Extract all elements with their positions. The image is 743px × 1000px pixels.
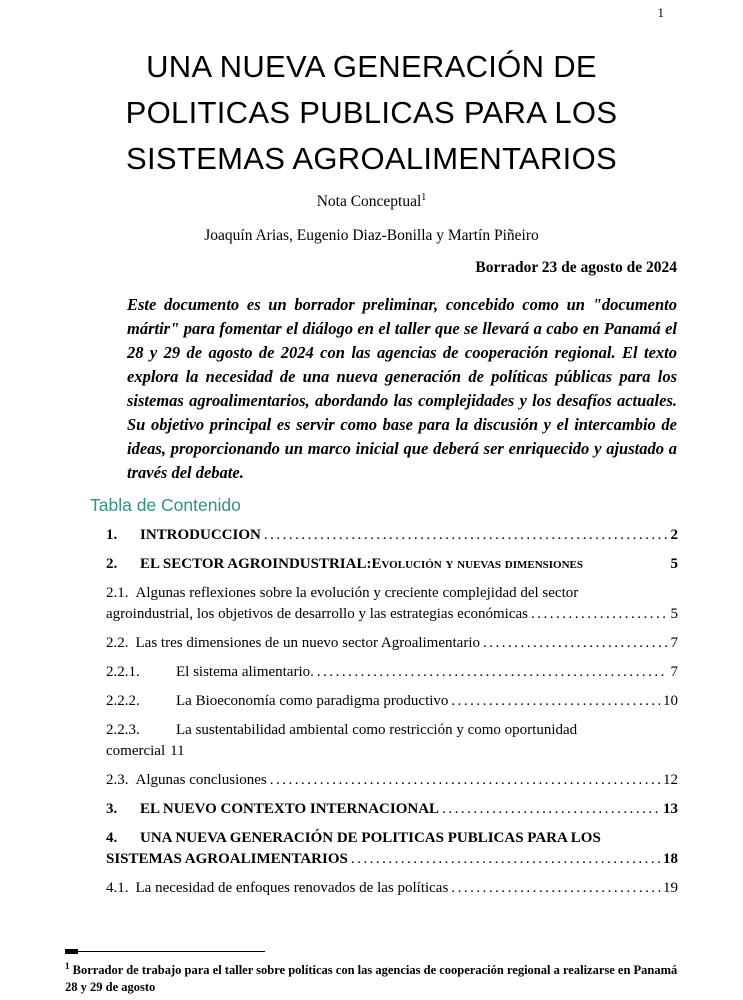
toc-entry-label: Las tres dimensiones de un nuevo sector Agroalimentario [135,635,480,652]
subtitle-text: Nota Conceptual [316,193,422,211]
toc-entry-number: 2.2.1. [106,664,140,681]
footnote-ref: 1 [421,192,427,203]
toc-entry-number: 4.1. [106,880,129,897]
toc-leader-dots [483,633,668,654]
toc-entry[interactable] [106,799,678,820]
toc-entry-label: SISTEMAS AGROALIMENTARIOS [106,851,348,868]
toc-entry-label-smallcaps: Evolución y nuevas dimensiones [371,556,583,573]
table-of-contents [106,525,678,899]
title-line-1: UNA NUEVA GENERACIÓN DE [146,49,597,84]
toc-entry-label: UNA NUEVA GENERACIÓN DE POLITICAS PUBLICAS PARA LOS [140,830,601,847]
toc-leader-dots [351,849,660,870]
toc-leader-dots [531,604,668,625]
footnote-area [65,947,678,996]
abstract-paragraph: Este documento es un borrador preliminar, concebido como un "documento mártir" para fomentar el diálogo en el taller que se llevará a cabo en Panamá el 28 y 29 de agosto de 2024 con las agencias de cooperación regional. El texto explora la necesidad de una nueva generación de políticas públicas para los sistemas agroalimentarios, abordando las complejidades y los desafíos actuales. Su objetivo principal es servir como base para la discusión y el intercambio de ideas, proporcionando un marco inicial que deberá ser enriquecido y ajustado a través del debate. [127,295,677,483]
toc-entry[interactable] [106,662,678,683]
toc-entry-label: El sistema alimentario. [176,664,314,681]
toc-page-number: 7 [670,635,678,652]
toc-entry-label: La sustentabilidad ambiental como restricción y como oportunidad [176,722,578,739]
toc-entry[interactable] [106,583,678,625]
authors-line: Joaquín Arias, Eugenio Diaz-Bonilla y Martín Piñeiro [204,227,539,245]
toc-page-number: 10 [663,693,678,710]
toc-leader-dots [264,525,668,546]
document-title [40,44,703,182]
footnote-marker: 1 [65,960,70,971]
toc-page-number: 5 [670,606,678,623]
title-line-3: SISTEMAS AGROALIMENTARIOS [126,141,617,176]
toc-entry-label: La Bioeconomía como paradigma productivo [176,693,449,710]
toc-page-number: 11 [170,743,185,760]
toc-entry-label: EL SECTOR AGROINDUSTRIAL: [140,556,372,573]
toc-entry-number: 2. [106,556,118,573]
footnote-text [65,958,678,996]
toc-entry-label: Algunas conclusiones [135,772,267,789]
toc-entry[interactable] [106,691,678,712]
toc-entry-number: 2.1. [106,585,129,602]
toc-page-number: 12 [663,772,678,789]
toc-entry-label: Algunas reflexiones sobre la evolución y creciente complejidad del sector [135,585,579,602]
toc-entry[interactable] [106,525,678,546]
toc-entry-label: INTRODUCCION [140,527,261,544]
toc-page-number: 13 [663,801,678,818]
toc-entry-number: 2.2. [106,635,129,652]
toc-leader-dots [451,878,660,899]
toc-page-number: 7 [670,664,678,681]
toc-leader-dots [451,691,660,712]
toc-heading: Tabla de Contenido [90,495,241,516]
toc-entry[interactable] [106,633,678,654]
toc-entry-number: 4. [106,830,118,847]
toc-entry[interactable] [106,878,678,899]
toc-leader-dots [270,770,660,791]
toc-page-number: 5 [670,556,678,573]
footnote-separator [65,947,678,955]
subtitle [0,192,743,211]
draft-date: Borrador 23 de agosto de 2024 [475,259,677,277]
toc-entry-number: 2.3. [106,772,129,789]
toc-page-number: 2 [670,527,678,544]
title-line-2: POLITICAS PUBLICAS PARA LOS [125,95,618,130]
toc-entry[interactable] [106,720,678,762]
toc-page-number: 18 [663,851,678,868]
toc-entry-number: 1. [106,527,118,544]
toc-entry-number: 3. [106,801,118,818]
footnote-separator-line [65,951,265,952]
toc-entry-label: agroindustrial, los objetivos de desarrollo y las estrategias económicas [106,606,528,623]
page-number: 1 [657,5,664,20]
toc-leader-dots [442,799,660,820]
toc-entry[interactable] [106,554,678,575]
toc-entry-label: La necesidad de enfoques renovados de las políticas [135,880,449,897]
toc-page-number: 19 [663,880,678,897]
toc-entry-label: comercial [106,743,166,760]
toc-entry-label: EL NUEVO CONTEXTO INTERNACIONAL [140,801,440,818]
toc-leader-dots [317,662,668,683]
toc-entry[interactable] [106,828,678,870]
toc-entry-number: 2.2.2. [106,693,140,710]
footnote-body: Borrador de trabajo para el taller sobre políticas con las agencias de cooperación regional a realizarse en Panamá 28 y 29 de agosto [65,963,678,994]
toc-entry[interactable] [106,770,678,791]
toc-entry-number: 2.2.3. [106,722,140,739]
